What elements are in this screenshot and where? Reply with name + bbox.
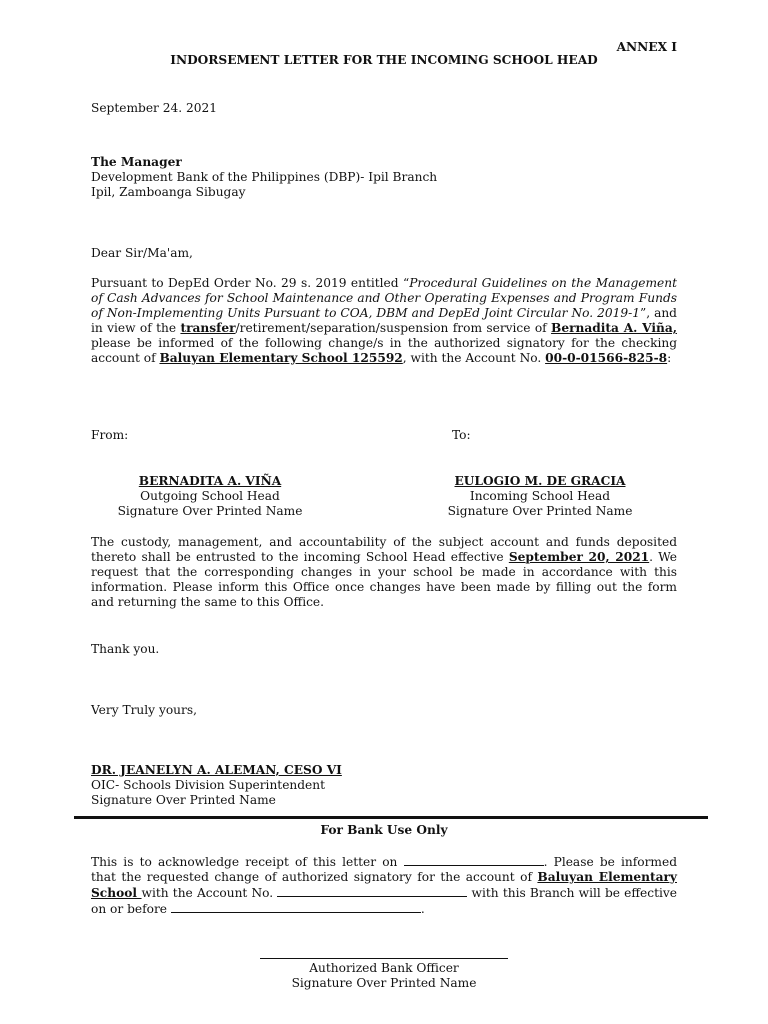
bank-officer-signature-line[interactable] — [260, 958, 508, 959]
outgoing-head-name: BERNADITA A. VIÑA — [138, 474, 282, 488]
to-label: To: — [452, 428, 471, 442]
signatory-name: DR. JEANELYN A. ALEMAN, CESO VI — [91, 763, 342, 777]
salutation: Dear Sir/Ma'am, — [91, 246, 193, 260]
body1-text: please be informed of the following change/s in the authorized signatory for the checking account of — [91, 336, 677, 365]
bank-text: with the Account No. — [141, 886, 278, 900]
transfer-word: transfer — [180, 321, 236, 335]
outgoing-head-role: Outgoing School Head — [140, 489, 280, 503]
bank-school-name: Baluyan Elementary School — [91, 870, 677, 900]
signatory-sig: Signature Over Printed Name — [91, 793, 276, 807]
account-number-blank[interactable] — [277, 885, 467, 897]
school-name-inline: Baluyan Elementary School 125592 — [159, 351, 403, 365]
document-title: INDORSEMENT LETTER FOR THE INCOMING SCHOOL HEAD — [170, 53, 598, 67]
body1-text: Pursuant to DepEd Order No. 29 s. 2019 entitled “ — [91, 276, 410, 290]
bank-text: This is to acknowledge receipt of this letter on — [91, 855, 404, 869]
section-divider — [74, 816, 708, 819]
effective-date-blank[interactable] — [171, 901, 421, 913]
receipt-date-blank[interactable] — [404, 854, 544, 866]
closing: Very Truly yours, — [91, 703, 197, 717]
incoming-signature-block — [420, 474, 660, 519]
body1-text: ”, and in view of the — [91, 306, 677, 335]
recipient-name: The Manager — [91, 155, 182, 169]
bank-section-heading: For Bank Use Only — [320, 823, 448, 837]
bank-officer-sig: Signature Over Printed Name — [291, 976, 477, 990]
body2-text: . We request that the corresponding changes in your school be made in accordance with this information. Please inform this Office once changes have been made by filling out the form and returning the same to this Office. — [91, 550, 677, 609]
bank-text: with this Branch will be effective on or before — [91, 886, 677, 916]
letter-date: September 24. 2021 — [91, 101, 218, 115]
bank-officer-title: Authorized Bank Officer — [309, 961, 459, 975]
outgoing-signature-block — [90, 474, 330, 519]
bank-officer-block — [234, 961, 534, 991]
incoming-head-sig: Signature Over Printed Name — [447, 504, 633, 518]
effective-date: September 20, 2021 — [508, 550, 650, 564]
recipient-line1: Development Bank of the Philippines (DBP)- Ipil Branch — [91, 170, 438, 184]
account-number: 00-0-01566-825-8 — [545, 351, 668, 365]
bank-paragraph — [91, 854, 677, 917]
annex-label: ANNEX I — [616, 40, 677, 54]
body1-text: : — [667, 351, 672, 365]
body2-text: The custody, management, and accountability of the subject account and funds deposited thereto shall be entrusted to the incoming School Head effective — [91, 535, 677, 564]
order-title: Procedural Guidelines on the Management of Cash Advances for School Maintenance and Other Operating Expenses and Program Funds of Non-Implementing Units Pursuant to COA, DBM and DepEd Joint Circular No. 2019-1 — [91, 276, 677, 320]
incoming-head-role: Incoming School Head — [469, 489, 611, 503]
thank-you: Thank you. — [91, 642, 160, 656]
outgoing-name-inline: Bernadita A. Viña, — [551, 321, 677, 335]
body1-text: , with the Account No. — [402, 351, 546, 365]
bank-text: . — [420, 902, 425, 916]
bank-text: . Please be informed that the requested change of authorized signatory for the account of — [91, 855, 677, 884]
outgoing-head-sig: Signature Over Printed Name — [117, 504, 303, 518]
body-paragraph-2 — [91, 535, 677, 610]
body1-text: /retirement/separation/suspension from service of — [235, 321, 552, 335]
body-paragraph-1 — [91, 276, 677, 366]
recipient-line2: Ipil, Zamboanga Sibugay — [91, 185, 246, 199]
from-label: From: — [91, 428, 129, 442]
signatory-block — [91, 763, 342, 808]
incoming-head-name: EULOGIO M. DE GRACIA — [454, 474, 626, 488]
signatory-title: OIC- Schools Division Superintendent — [91, 778, 326, 792]
